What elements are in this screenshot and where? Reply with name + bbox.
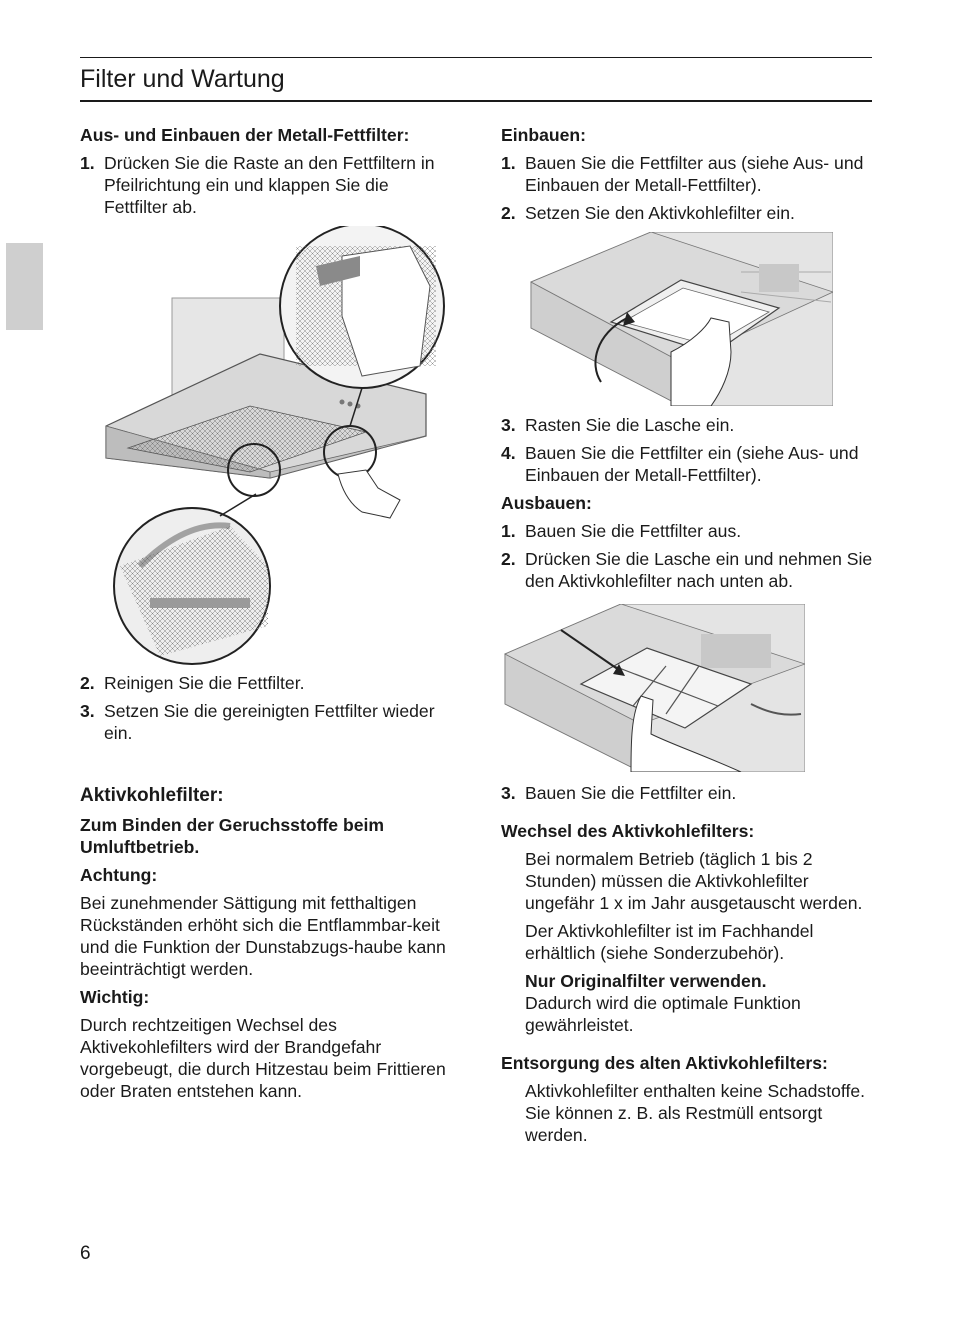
carbon-filter-remove-illustration <box>501 604 805 772</box>
page-number: 6 <box>80 1243 91 1264</box>
step-text: Reinigen Sie die Fettfilter. <box>104 673 305 693</box>
carbon-filter-insert-illustration <box>501 232 833 406</box>
entsorgung-text: Aktivkohlefilter enthalten keine Schadstoffe. Sie können z. B. als Restmüll entsorgt werden. <box>525 1081 866 1145</box>
section-tab-marker <box>6 243 43 330</box>
step-number: 3. <box>501 783 516 803</box>
list-item <box>501 152 873 196</box>
step-text: Bauen Sie die Fettfilter ein. <box>525 783 737 803</box>
ausbauen-label: Ausbauen: <box>501 493 592 513</box>
page-title: Filter und Wartung <box>80 65 285 93</box>
achtung-text: Bei zunehmender Sättigung mit fetthaltigen Rückständen erhöht sich die Entflammbar-keit und die Funktion der Dunstabzugs-haube kann beeinträchtigt werden. <box>80 893 446 979</box>
ausbauen-steps-a <box>501 520 873 592</box>
list-item <box>80 672 448 694</box>
activated-carbon-subheading: Zum Binden der Geruchsstoffe beim Umluftbetrieb. <box>80 815 385 857</box>
step-text: Setzen Sie den Aktivkohlefilter ein. <box>525 203 795 223</box>
header-rule-bottom <box>80 100 872 102</box>
step-number: 1. <box>501 153 516 173</box>
wechsel-paragraph-1: Bei normalem Betrieb (täglich 1 bis 2 Stunden) müssen die Aktivkohlefilter ungefähr 1 x im Jahr ausgetauscht werden. <box>525 849 863 913</box>
einbauen-steps-a <box>501 152 873 224</box>
step-number: 1. <box>80 153 95 173</box>
wechsel-paragraph-2: Der Aktivkohlefilter ist im Fachhandel erhältlich (siehe Sonderzubehör). <box>525 921 814 963</box>
step-text: Bauen Sie die Fettfilter aus. <box>525 521 742 541</box>
achtung-label: Achtung: <box>80 865 158 885</box>
step-text: Rasten Sie die Lasche ein. <box>525 415 735 435</box>
step-number: 1. <box>501 521 516 541</box>
entsorgung-heading: Entsorgung des alten Aktivkohlefilters: <box>501 1053 828 1073</box>
list-item <box>501 782 873 804</box>
hood-grease-filter-illustration <box>80 226 448 666</box>
step-text: Bauen Sie die Fettfilter ein (siehe Aus- und Einbauen der Metall-Fettfilter). <box>525 443 859 485</box>
list-item <box>80 700 448 744</box>
step-number: 3. <box>501 415 516 435</box>
header-rule-top <box>80 57 872 58</box>
list-item <box>501 414 873 436</box>
step-text: Setzen Sie die gereinigten Fettfilter wieder ein. <box>104 701 435 743</box>
wichtig-text: Durch rechtzeitigen Wechsel des Aktivekohlefilters wird der Brandgefahr vorgebeugt, die durch Hitzestau beim Frittieren oder Braten entstehen kann. <box>80 1015 446 1101</box>
list-item <box>501 202 873 224</box>
list-item <box>80 152 448 218</box>
wechsel-bold-note: Nur Originalfilter verwenden. <box>525 971 767 991</box>
step-number: 2. <box>501 549 516 569</box>
metal-steps-a <box>80 152 448 218</box>
list-item <box>501 548 873 592</box>
step-number: 4. <box>501 443 516 463</box>
ausbauen-steps-b <box>501 782 873 804</box>
step-number: 2. <box>80 673 95 693</box>
metal-filter-heading: Aus- und Einbauen der Metall-Fettfilter: <box>80 125 410 145</box>
list-item <box>501 520 873 542</box>
wechsel-paragraph-3: Dadurch wird die optimale Funktion gewährleistet. <box>525 993 801 1035</box>
activated-carbon-heading: Aktivkohlefilter: <box>80 785 224 806</box>
step-number: 2. <box>501 203 516 223</box>
list-item <box>501 442 873 486</box>
einbauen-steps-b <box>501 414 873 486</box>
step-text: Drücken Sie die Lasche ein und nehmen Sie den Aktivkohlefilter nach unten ab. <box>525 549 873 591</box>
wechsel-heading: Wechsel des Aktivkohlefilters: <box>501 821 755 841</box>
right-column <box>501 120 873 1146</box>
einbauen-label: Einbauen: <box>501 125 587 145</box>
step-text: Drücken Sie die Raste an den Fettfiltern in Pfeilrichtung ein und klappen Sie die Fettfilter ab. <box>104 153 435 217</box>
left-column <box>80 120 448 1102</box>
wichtig-label: Wichtig: <box>80 987 150 1007</box>
step-text: Bauen Sie die Fettfilter aus (siehe Aus- und Einbauen der Metall-Fettfilter). <box>525 153 864 195</box>
step-number: 3. <box>80 701 95 721</box>
metal-steps-b <box>80 672 448 744</box>
